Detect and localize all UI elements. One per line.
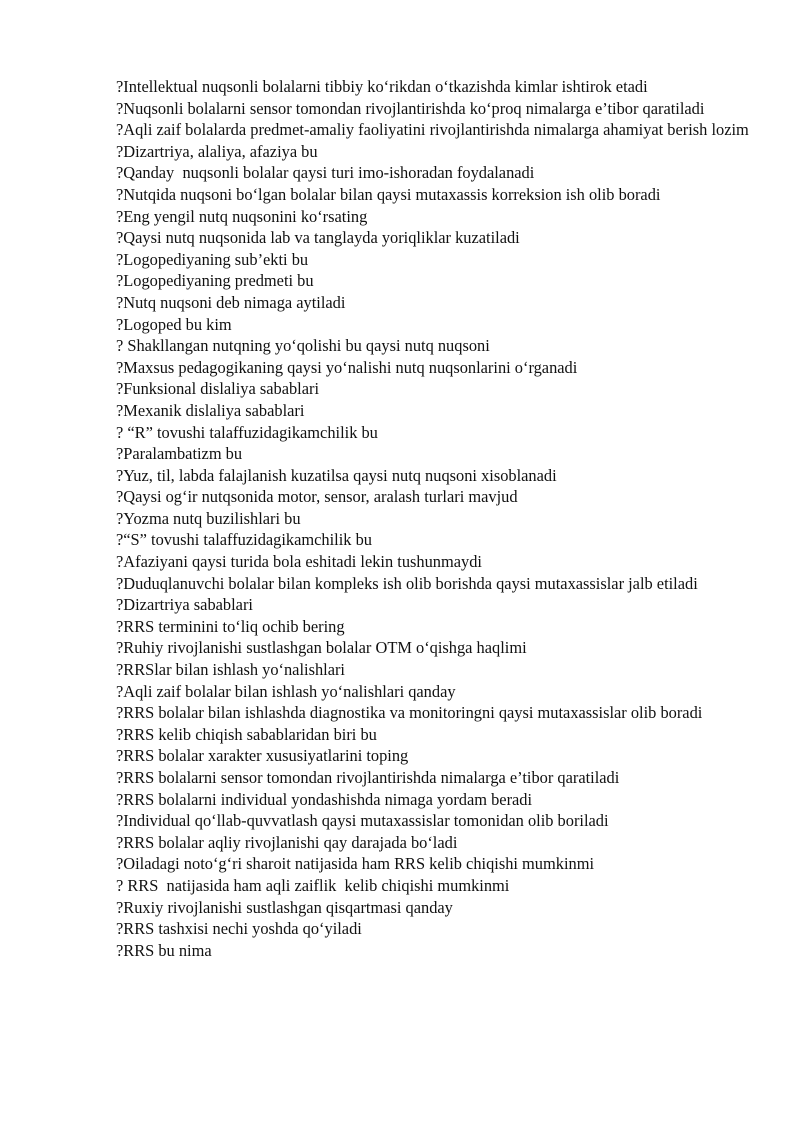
question-line: ?Mexanik dislaliya sabablari [116,400,305,420]
question-line: ?“S” tovushi talaffuzidagikamchilik bu [116,530,372,550]
question-line: ?Dizartriya, alaliya, afaziya bu [116,141,318,161]
question-line: ?Logoped bu kim [116,314,232,334]
question-line: ?Logopediyaning predmeti bu [116,271,314,291]
question-line: ?Logopediyaning sub’ekti bu [116,249,309,269]
question-line: ?Dizartriya sabablari [116,595,253,615]
question-line: ?Qaysi nutq nuqsonida lab va tanglayda yoriqliklar kuzatiladi [116,228,520,248]
question-line: ?Ruhiy rivojlanishi sustlashgan bolalar OTM o‘qishga haqlimi [116,638,527,658]
question-line: ?Funksional dislaliya sabablari [116,379,320,399]
question-line: ?RRS bolalarni sensor tomondan rivojlantirishda nimalarga e’tibor qaratiladi [116,768,620,787]
question-line: ?Paralambatizm bu [116,444,243,464]
question-line: ?Afaziyani qaysi turida bola eshitadi lekin tushunmaydi [116,552,482,572]
question-line: ?Nutqida nuqsoni bo‘lgan bolalar bilan qaysi mutaxassis korreksion ish olib boradi [116,184,661,204]
question-line: ?Nutq nuqsoni deb nimaga aytiladi [116,292,346,312]
question-line: ?Intellektual nuqsonli bolalarni tibbiy ko‘rikdan o‘tkazishda kimlar ishtirok etadi [116,77,648,96]
question-line: ?RRS bolalarni individual yondashishda nimaga yordam beradi [116,789,533,809]
question-line: ?Eng yengil nutq nuqsonini ko‘rsating [116,206,368,226]
question-line: ?Duduqlanuvchi bolalar bilan kompleks ish olib borishda qaysi mutaxassislar jalb etiladi [116,573,698,593]
question-line: ?RRS bolalar bilan ishlashda diagnostika va monitoringni qaysi mutaxassislar olib boradi [116,703,703,723]
question-line: ?RRSlar bilan ishlash yo‘nalishlari [116,660,345,680]
question-line: ?Maxsus pedagogikaning qaysi yo‘nalishi nutq nuqsonlarini o‘rganadi [116,357,578,377]
document-page [116,76,756,961]
question-line: ? “R” tovushi talaffuzidagikamchilik bu [116,422,378,442]
question-line: ?Yuz, til, labda falajlanish kuzatilsa qaysi nutq nuqsoni xisoblanadi [116,465,557,485]
question-line: ? Shakllangan nutqning yo‘qolishi bu qaysi nutq nuqsoni [116,336,490,356]
question-line: ?RRS bolalar xarakter xususiyatlarini toping [116,746,409,766]
question-line: ?Ruxiy rivojlanishi sustlashgan qisqartmasi qanday [116,897,453,917]
question-line: ?RRS terminini to‘liq ochib bering [116,616,345,636]
question-line: ?RRS bu nima [116,940,212,960]
question-line: ?RRS kelib chiqish sabablaridan biri bu [116,724,377,744]
question-line: ?Aqli zaif bolalar bilan ishlash yo‘nalishlari qanday [116,681,456,701]
question-line: ?Qaysi og‘ir nutqsonida motor, sensor, aralash turlari mavjud [116,487,518,507]
question-line: ?Yozma nutq buzilishlari bu [116,508,301,528]
question-line: ?RRS tashxisi nechi yoshda qo‘yiladi [116,919,362,939]
question-line: ?Qanday nuqsonli bolalar qaysi turi imo-ishoradan foydalanadi [116,163,535,183]
question-line: ? RRS natijasida ham aqli zaiflik kelib chiqishi mumkinmi [116,875,510,895]
question-line: ?Nuqsonli bolalarni sensor tomondan rivojlantirishda ko‘proq nimalarga e’tibor qaratiladi [116,98,705,118]
question-line: ?Oiladagi noto‘g‘ri sharoit natijasida ham RRS kelib chiqishi mumkinmi [116,854,594,874]
question-line: ?Aqli zaif bolalarda predmet-amaliy faoliyatini rivojlantirishda nimalarga ahamiyat berish lozim [116,120,749,140]
question-line: ?RRS bolalar aqliy rivojlanishi qay darajada bo‘ladi [116,832,458,852]
question-line: ?Individual qo‘llab-quvvatlash qaysi mutaxassislar tomonidan olib boriladi [116,811,609,831]
